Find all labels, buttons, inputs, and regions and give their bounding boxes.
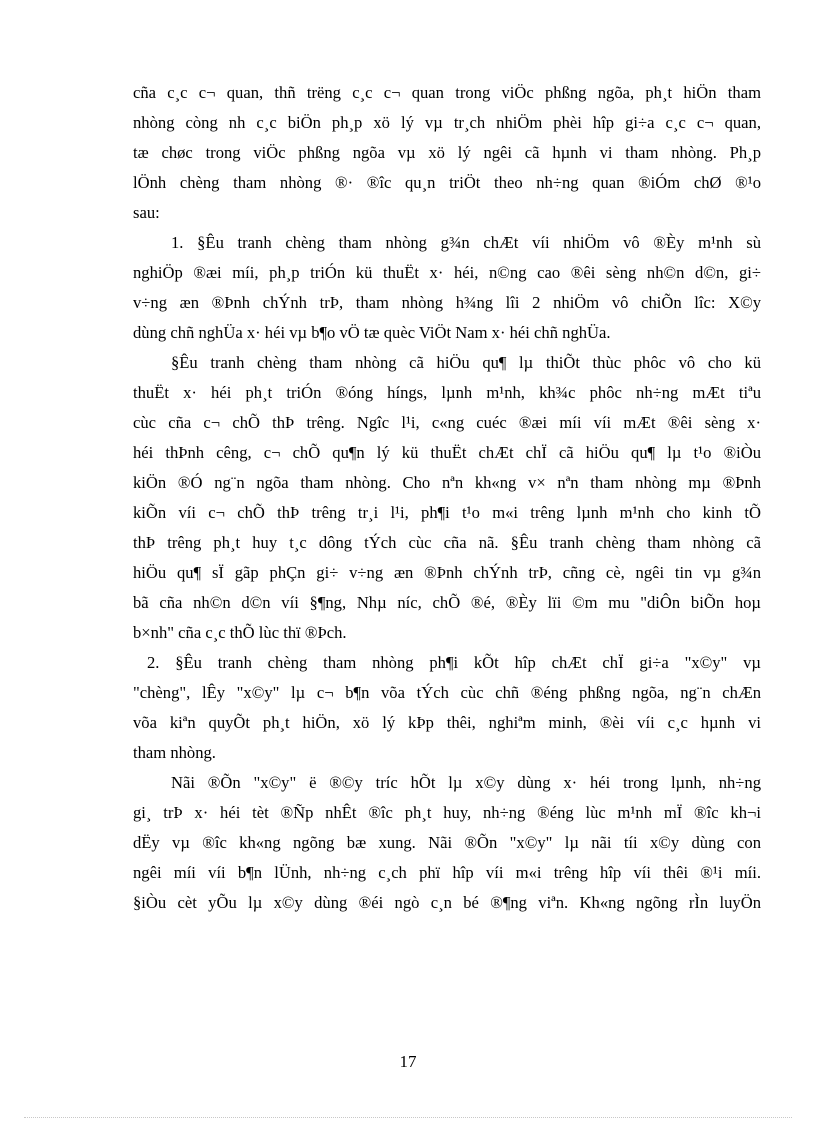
text-line: v÷ng æn ®Þnh chÝnh trÞ, tham nhòng h¾ng lîi 2 nhiÖm vô chiÕn lîc: X©y [133, 293, 761, 312]
text-line: võa kiªn quyÕt ph¸t hiÖn, xö lý kÞp thêi, nghiªm minh, ®èi víi c¸c hµnh vi [133, 713, 761, 732]
text-line: hiÖu qu¶ sÏ gãp phÇn gi÷ v÷ng æn ®Þnh chÝnh trÞ, cñng cè, ngêi tin vµ g¾n [133, 563, 761, 582]
text-line: thuËt x· héi ph¸t triÓn ®óng híngs, lµnh m¹nh, kh¾c phôc nh÷ng mÆt tiªu [133, 383, 761, 402]
text-line: tham nhòng. [133, 743, 216, 762]
text-line: b×nh" cña c¸c thÕ lùc thï ®Þch. [133, 623, 347, 642]
text-line: lÖnh chèng tham nhòng ®· ®îc qu¸n triÖt theo nh÷ng quan ®iÓm chØ ®¹o [133, 173, 761, 192]
text-line: cña c¸c c¬ quan, thñ trëng c¸c c¬ quan trong viÖc phßng ngõa, ph¸t hiÖn tham [133, 83, 761, 102]
text-line: 2. §Êu tranh chèng tham nhòng ph¶i kÕt hîp chÆt chÏ gi÷a "x©y" vµ [147, 653, 761, 672]
text-line: gi¸ trÞ x· héi tèt ®Ñp nhÊt ®îc ph¸t huy, nh÷ng ®éng lùc m¹nh mÏ ®îc kh¬i [133, 803, 761, 822]
text-line: nhòng còng nh c¸c biÖn ph¸p xö lý vµ tr¸ch nhiÖm phèi hîp gi÷a c¸c c¬ quan, [133, 113, 761, 132]
text-line: dùng chñ nghÜa x· héi vµ b¶o vÖ tæ quèc ViÖt Nam x· héi chñ nghÜa. [133, 323, 611, 342]
text-line: §Êu tranh chèng tham nhòng cã hiÖu qu¶ lµ thiÕt thùc phôc vô cho kü [171, 353, 761, 372]
text-line: "chèng", lÊy "x©y" lµ c¬ b¶n võa tÝch cùc chñ ®éng phßng ngõa, ng¨n chÆn [133, 683, 761, 702]
text-line: dËy vµ ®îc kh«ng ngõng bæ xung. Nãi ®Õn "x©y" lµ nãi tíi x©y dùng con [133, 833, 761, 852]
text-line: tæ chøc trong viÖc phßng ngõa vµ xö lý ngêi cã hµnh vi tham nhòng. Ph¸p [133, 143, 761, 162]
text-line: héi thÞnh cêng, c¬ chÕ qu¶n lý kü thuËt chÆt chÏ cã hiÖu qu¶ lµ t¹o ®iÒu [133, 443, 761, 462]
body-text [133, 78, 761, 918]
text-line: kiÖn ®Ó ng¨n ngõa tham nhòng. Cho nªn kh«ng v× nªn tham nhòng mµ ®Þnh [133, 473, 761, 492]
text-line: nghiÖp ®æi míi, ph¸p triÓn kü thuËt x· héi, n©ng cao ®êi sèng nh©n d©n, gi÷ [133, 263, 761, 282]
text-line: bã cña nh©n d©n víi §¶ng, Nhµ níc, chÕ ®é, ®Èy lïi ©m mu "diÔn biÕn hoµ [133, 593, 761, 612]
text-line: §iÒu cèt yÕu lµ x©y dùng ®éi ngò c¸n bé ®¶ng viªn. Kh«ng ngõng rÌn luyÖn [133, 893, 761, 912]
text-line: cùc cña c¬ chÕ thÞ trêng. Ngîc l¹i, c«ng cuéc ®æi míi víi mÆt ®êi sèng x· [133, 413, 761, 432]
text-line: kiÕn víi c¬ chÕ thÞ trêng tr¸i l¹i, ph¶i t¹o m«i trêng lµnh m¹nh cho kinh tÕ [133, 503, 761, 522]
page-number: 17 [399, 1052, 417, 1071]
text-line: thÞ trêng ph¸t huy t¸c dông tÝch cùc cña nã. §Êu tranh chèng tham nhòng cã [133, 533, 761, 552]
text-line: 1. §Êu tranh chèng tham nhòng g¾n chÆt víi nhiÖm vô ®Èy m¹nh sù [171, 233, 761, 252]
text-line: Nãi ®Õn "x©y" ë ®©y tríc hÕt lµ x©y dùng x· héi trong lµnh, nh÷ng [171, 773, 761, 792]
text-line: ngêi míi víi b¶n lÜnh, nh÷ng c¸ch phï hîp víi m«i trêng hîp víi thêi ®¹i míi. [133, 863, 761, 882]
text-line: sau: [133, 203, 160, 222]
page-edge-divider [24, 1117, 792, 1118]
